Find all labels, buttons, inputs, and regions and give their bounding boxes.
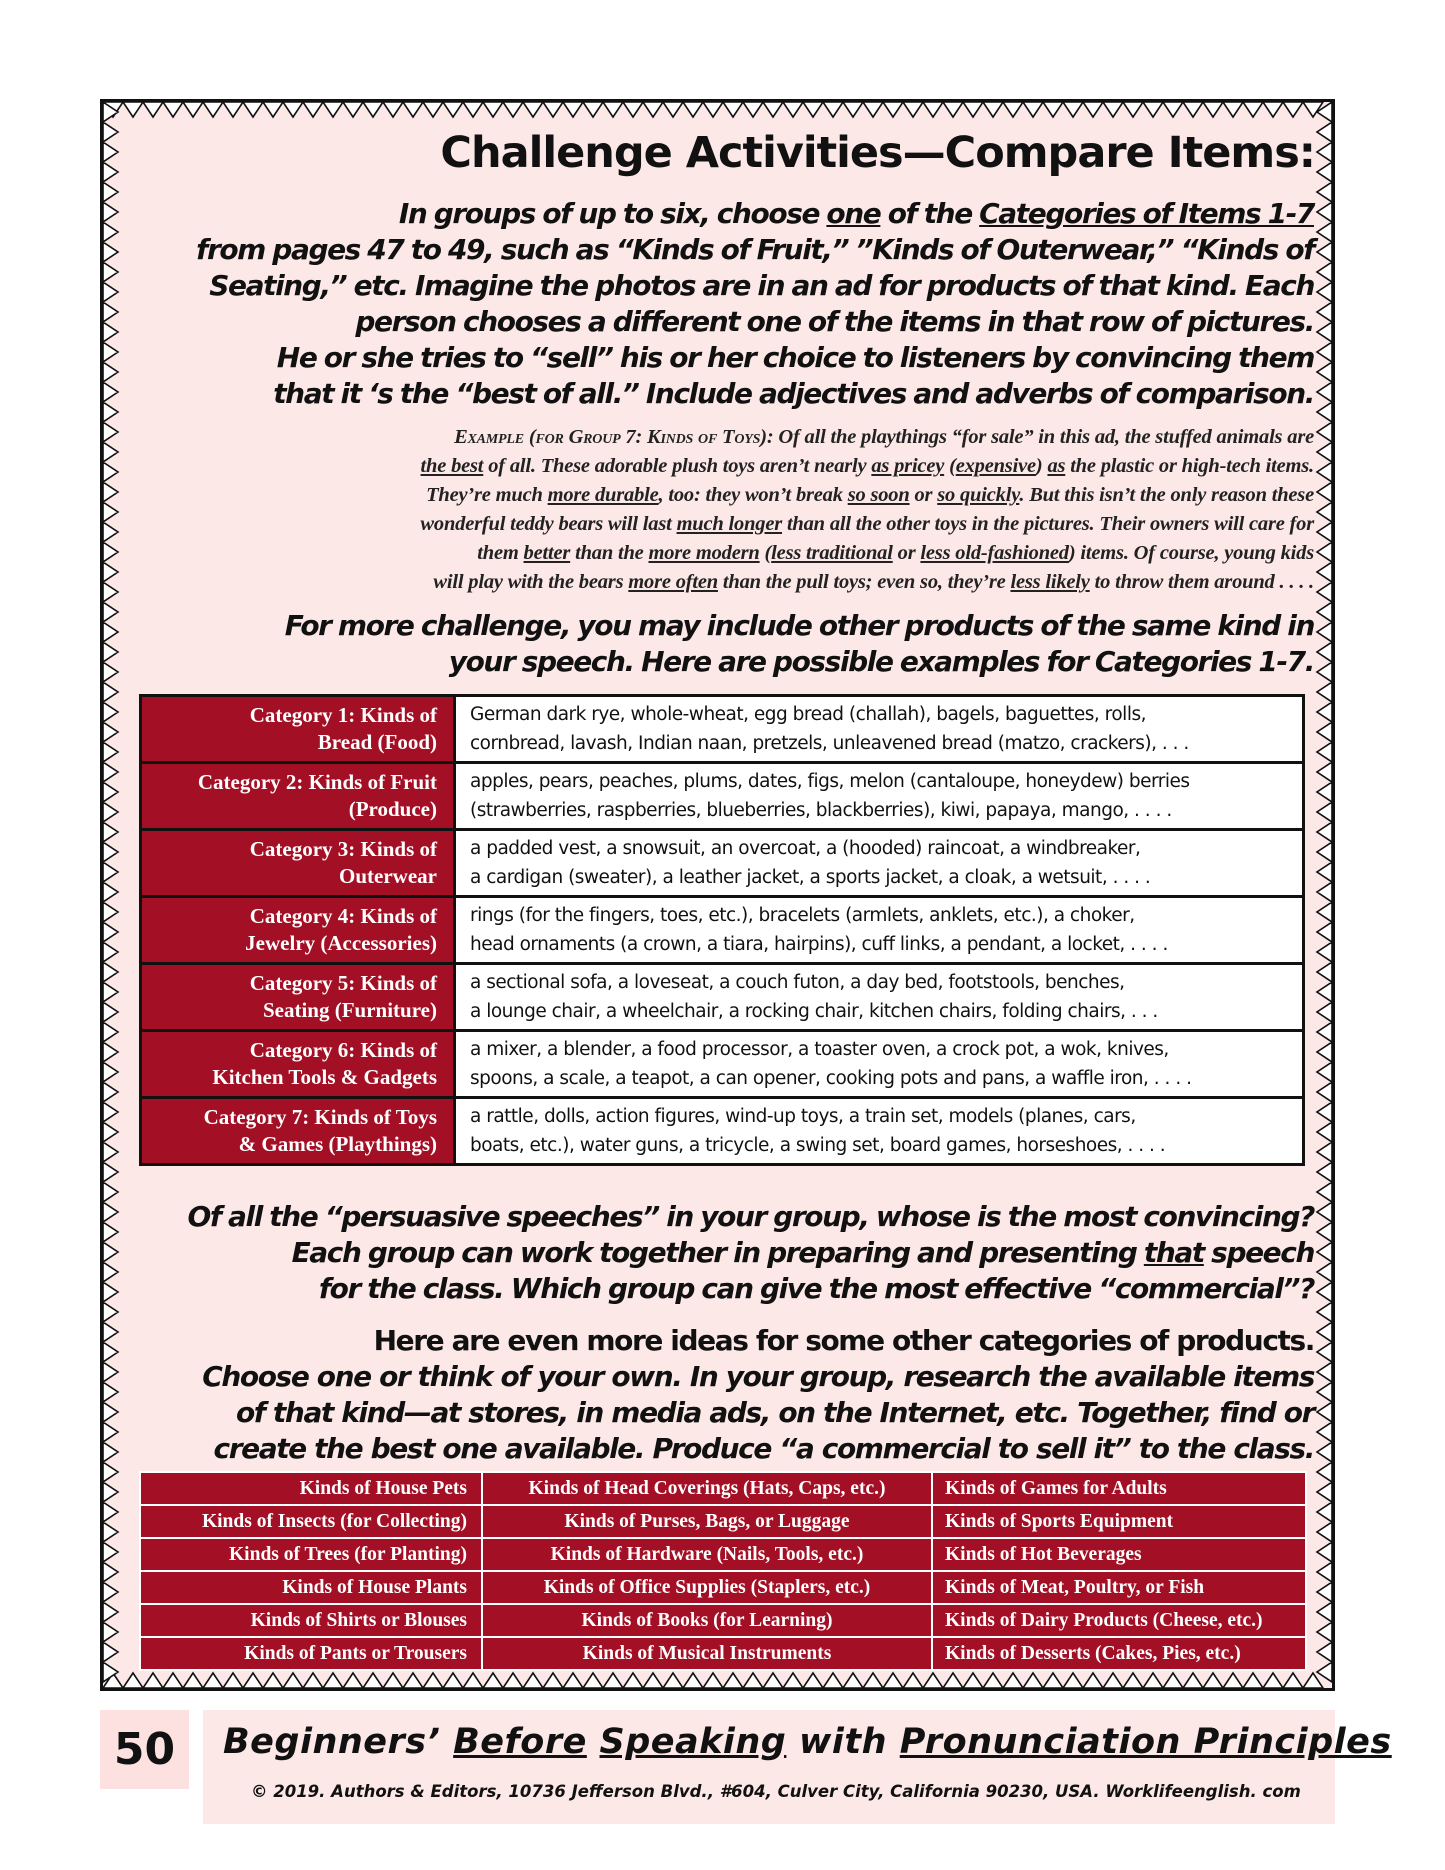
category-row: [141, 763, 1304, 830]
text-run: person chooses a different one of the items in that row of pictures.: [355, 305, 1314, 338]
product-category-cell: Kinds of Purses, Bags, or Luggage: [482, 1505, 932, 1538]
zigzag-border-bottom: [103, 1668, 1332, 1688]
category-examples: [455, 897, 1304, 964]
category-examples-line: a mixer, a blender, a food processor, a toaster oven, a crock pot, a wok, knives,: [470, 1039, 1169, 1060]
category-label: [141, 830, 455, 897]
category-label: [141, 964, 455, 1031]
text-run: (: [944, 455, 956, 477]
underlined-phrase: Categories of Items 1-7: [979, 197, 1314, 230]
product-category-cell: Kinds of Desserts (Cakes, Pies, etc.): [932, 1637, 1306, 1670]
product-category-cell: Kinds of Hot Beverages: [932, 1538, 1306, 1571]
category-row: [141, 1031, 1304, 1098]
underlined-phrase: as: [1047, 455, 1066, 477]
category-label-line: Jewelry (Accessories): [245, 931, 437, 955]
category-examples: [455, 1098, 1304, 1165]
category-examples-line: cornbread, lavash, Indian naan, pretzels, unleavened bread (matzo, crackers), . . .: [470, 733, 1189, 754]
copyright-line: © 2019. Authors & Editors, 10736 Jefferson Blvd., #604, Culver City, California 90230, USA. Worklifeenglish. com: [251, 1782, 1301, 1801]
category-examples-line: a padded vest, a snowsuit, an overcoat, a (hooded) raincoat, a windbreaker,: [470, 838, 1141, 859]
more-ideas-line: Here are even more ideas for some other categories of products.: [373, 1324, 1314, 1357]
text-run: or: [892, 542, 921, 564]
category-examples: [455, 964, 1304, 1031]
underlined-phrase: expensive: [955, 455, 1036, 477]
example-line: [140, 481, 1314, 510]
product-category-cell: Kinds of Shirts or Blouses: [140, 1604, 482, 1637]
underlined-phrase: less likely: [1010, 571, 1090, 593]
text-run: to throw them around . . . .: [1089, 571, 1314, 593]
category-row: [141, 964, 1304, 1031]
product-category-cell: Kinds of Dairy Products (Cheese, etc.): [932, 1604, 1306, 1637]
text-run: : Of all the playthings “for sale” in this ad, the stuffed animals are: [766, 426, 1314, 448]
underlined-phrase: more often: [628, 571, 718, 593]
persuasion-line: [187, 1199, 1314, 1235]
title-underlined-word: Speaking: [599, 1722, 787, 1762]
text-run: that it ‘s the “best of all.” Include adjectives and adverbs of comparison.: [273, 377, 1314, 410]
product-categories-table: [139, 1471, 1307, 1671]
category-examples-line: apples, pears, peaches, plums, dates, figs, melon (cantaloupe, honeydew) berries: [470, 771, 1190, 792]
product-category-cell: Kinds of Musical Instruments: [482, 1637, 932, 1670]
category-examples-line: German dark rye, whole-wheat, egg bread (challah), bagels, baguettes, rolls,: [470, 704, 1146, 725]
page-heading: Challenge Activities—Compare Items:: [440, 128, 1315, 178]
category-label-line: Category 7: Kinds of Toys: [203, 1105, 437, 1129]
category-label: [141, 696, 455, 763]
category-label: [141, 1031, 455, 1098]
title-word: Beginners’: [223, 1722, 454, 1762]
category-label-line: Category 2: Kinds of Fruit: [197, 770, 437, 794]
underlined-phrase: as pricey: [871, 455, 945, 477]
category-row: [141, 897, 1304, 964]
text-run: than the: [570, 542, 649, 564]
underlined-phrase: that: [1143, 1236, 1204, 1269]
underlined-phrase: more modern: [648, 542, 760, 564]
product-row: [140, 1571, 1306, 1604]
underlined-phrase: much longer: [676, 513, 783, 535]
category-label-line: & Games (Playthings): [238, 1132, 437, 1156]
intro-line: [196, 376, 1314, 412]
underlined-phrase: less old-fashioned: [920, 542, 1069, 564]
text-run: ) items. Of course, young kids: [1068, 542, 1314, 564]
product-category-cell: Kinds of Office Supplies (Staplers, etc.): [482, 1571, 932, 1604]
footer-banner: [203, 1710, 1392, 1824]
category-examples-line: a sectional sofa, a loveseat, a couch futon, a day bed, footstools, benches,: [470, 972, 1125, 993]
product-category-cell: Kinds of Sports Equipment: [932, 1505, 1306, 1538]
category-label-line: Outerwear: [339, 864, 437, 888]
text-run: from pages 47 to 49, such as “Kinds of Fruit,” ”Kinds of Outerwear,” “Kinds of: [196, 233, 1314, 266]
text-run: of all. These adorable plush toys aren’t nearly: [483, 455, 872, 477]
underlined-phrase: more durable: [547, 484, 659, 506]
title-underlined-word: Before: [453, 1722, 587, 1762]
persuasion-line: [187, 1235, 1314, 1271]
category-examples: [455, 830, 1304, 897]
underlined-phrase: better: [523, 542, 571, 564]
challenge-instructions: [285, 608, 1314, 680]
product-category-cell: Kinds of Head Coverings (Hats, Caps, etc.): [482, 1472, 932, 1505]
more-ideas-line: of that kind—at stores, in media ads, on the Internet, etc. Together, find or: [235, 1396, 1314, 1429]
underlined-phrase: one: [826, 197, 881, 230]
example-paragraph: [140, 423, 1314, 597]
category-label-line: Category 6: Kinds of: [249, 1038, 437, 1062]
product-category-cell: Kinds of Pants or Trousers: [140, 1637, 482, 1670]
text-run: for the class. Which group can give the most effective “commercial”?: [318, 1272, 1314, 1305]
more-ideas-line: Choose one or think of your own. In your group, research the available items: [202, 1360, 1314, 1393]
category-label-line: Category 5: Kinds of: [249, 971, 437, 995]
example-line: [140, 452, 1314, 481]
categories-table: [139, 694, 1305, 1166]
category-examples-line: spoons, a scale, a teapot, a can opener, cooking pots and pans, a waffle iron, . . . .: [470, 1068, 1192, 1089]
title-word: [587, 1722, 600, 1762]
underlined-phrase: so quickly: [937, 484, 1020, 506]
category-examples-line: (strawberries, raspberries, blueberries, blackberries), kiwi, papaya, mango, . . . .: [470, 800, 1172, 821]
text-run: , too: they won’t break: [658, 484, 848, 506]
category-label-line: Category 3: Kinds of: [249, 837, 437, 861]
category-label: [141, 1098, 455, 1165]
category-label-line: Seating (Furniture): [262, 998, 437, 1022]
product-row: [140, 1472, 1306, 1505]
page-number: 50: [100, 1710, 189, 1789]
text-run: . But this isn’t the only reason these: [1019, 484, 1314, 506]
text-run: In groups of up to six, choose: [398, 197, 827, 230]
intro-line: [196, 196, 1314, 232]
category-examples-line: a cardigan (sweater), a leather jacket, a sports jacket, a cloak, a wetsuit, . . . .: [470, 867, 1151, 888]
text-run: the plastic or high-tech items.: [1065, 455, 1314, 477]
example-line: [140, 510, 1314, 539]
text-run: They’re much: [426, 484, 548, 506]
text-run: of the: [880, 197, 980, 230]
category-label: [141, 763, 455, 830]
product-category-cell: Kinds of Games for Adults: [932, 1472, 1306, 1505]
title-word: with: [786, 1722, 900, 1762]
category-row: [141, 830, 1304, 897]
category-examples-line: rings (for the fingers, toes, etc.), bracelets (armlets, anklets, etc.), a choker,: [470, 905, 1135, 926]
category-examples: [455, 1031, 1304, 1098]
category-examples: [455, 763, 1304, 830]
intro-instructions: [196, 196, 1314, 412]
example-label: Example (for Group 7: Kinds of Toys): [454, 426, 767, 448]
text-run: Seating,” etc. Imagine the photos are in an ad for products of that kind. Each: [209, 269, 1314, 302]
underlined-phrase: the best: [420, 455, 484, 477]
text-run: wonderful teddy bears will last: [420, 513, 677, 535]
category-label-line: Category 4: Kinds of: [249, 904, 437, 928]
product-row: [140, 1538, 1306, 1571]
challenge-line: For more challenge, you may include other products of the same kind in: [284, 609, 1314, 642]
product-row: [140, 1604, 1306, 1637]
category-label-line: Category 1: Kinds of: [249, 703, 437, 727]
product-category-cell: Kinds of Books (for Learning): [482, 1604, 932, 1637]
text-run: or: [909, 484, 938, 506]
text-run: Each group can work together in preparing and presenting: [291, 1236, 1144, 1269]
product-category-cell: Kinds of Meat, Poultry, or Fish: [932, 1571, 1306, 1604]
product-category-cell: Kinds of Insects (for Collecting): [140, 1505, 482, 1538]
product-row: [140, 1505, 1306, 1538]
challenge-line: your speech. Here are possible examples for Categories 1-7.: [448, 645, 1314, 678]
text-run: than all the other toys in the pictures. Their owners will care for: [782, 513, 1314, 535]
book-title: [223, 1722, 1392, 1762]
category-label-line: (Produce): [348, 797, 437, 821]
more-ideas-line: create the best one available. Produce “a commercial to sell it” to the class.: [213, 1432, 1314, 1465]
text-run: them: [477, 542, 524, 564]
intro-line: [196, 340, 1314, 376]
category-examples-line: head ornaments (a crown, a tiara, hairpins), cuff links, a pendant, a locket, . . . .: [470, 934, 1168, 955]
text-run: speech: [1203, 1236, 1314, 1269]
category-label: [141, 897, 455, 964]
category-examples-line: boats, etc.), water guns, a tricycle, a swing set, board games, horseshoes, . . . .: [470, 1135, 1166, 1156]
zigzag-border-right: [1312, 102, 1332, 1688]
category-examples-line: a lounge chair, a wheelchair, a rocking chair, kitchen chairs, folding chairs, . . .: [470, 1001, 1158, 1022]
product-row: [140, 1637, 1306, 1670]
title-underlined-word: Pronunciation Principles: [899, 1722, 1392, 1762]
example-line: [140, 568, 1314, 597]
text-run: ): [1035, 455, 1048, 477]
example-line: [140, 423, 1314, 452]
category-label-line: Kitchen Tools & Gadgets: [212, 1065, 437, 1089]
example-line: [140, 539, 1314, 568]
persuasion-line: [187, 1271, 1314, 1307]
underlined-phrase: less traditional: [771, 542, 893, 564]
more-ideas-instructions: [202, 1323, 1314, 1467]
underlined-phrase: so soon: [847, 484, 910, 506]
product-category-cell: Kinds of House Plants: [140, 1571, 482, 1604]
text-run: Of all the “persuasive speeches” in your group, whose is the most convincing?: [187, 1200, 1314, 1233]
persuasion-instructions: [187, 1199, 1314, 1307]
zigzag-border-top: [103, 102, 1332, 122]
text-run: He or she tries to “sell” his or her choice to listeners by convincing them: [276, 341, 1314, 374]
text-run: (: [759, 542, 772, 564]
product-category-cell: Kinds of Hardware (Nails, Tools, etc.): [482, 1538, 932, 1571]
product-category-cell: Kinds of House Pets: [140, 1472, 482, 1505]
product-category-cell: Kinds of Trees (for Planting): [140, 1538, 482, 1571]
text-run: than the pull toys; even so, they’re: [717, 571, 1011, 593]
category-label-line: Bread (Food): [317, 730, 437, 754]
zigzag-border-left: [103, 102, 123, 1688]
intro-line: [196, 268, 1314, 304]
intro-line: [196, 304, 1314, 340]
category-examples-line: a rattle, dolls, action figures, wind-up toys, a train set, models (planes, cars,: [470, 1106, 1136, 1127]
category-examples: [455, 696, 1304, 763]
category-row: [141, 1098, 1304, 1165]
intro-line: [196, 232, 1314, 268]
category-row: [141, 696, 1304, 763]
text-run: will play with the bears: [433, 571, 629, 593]
